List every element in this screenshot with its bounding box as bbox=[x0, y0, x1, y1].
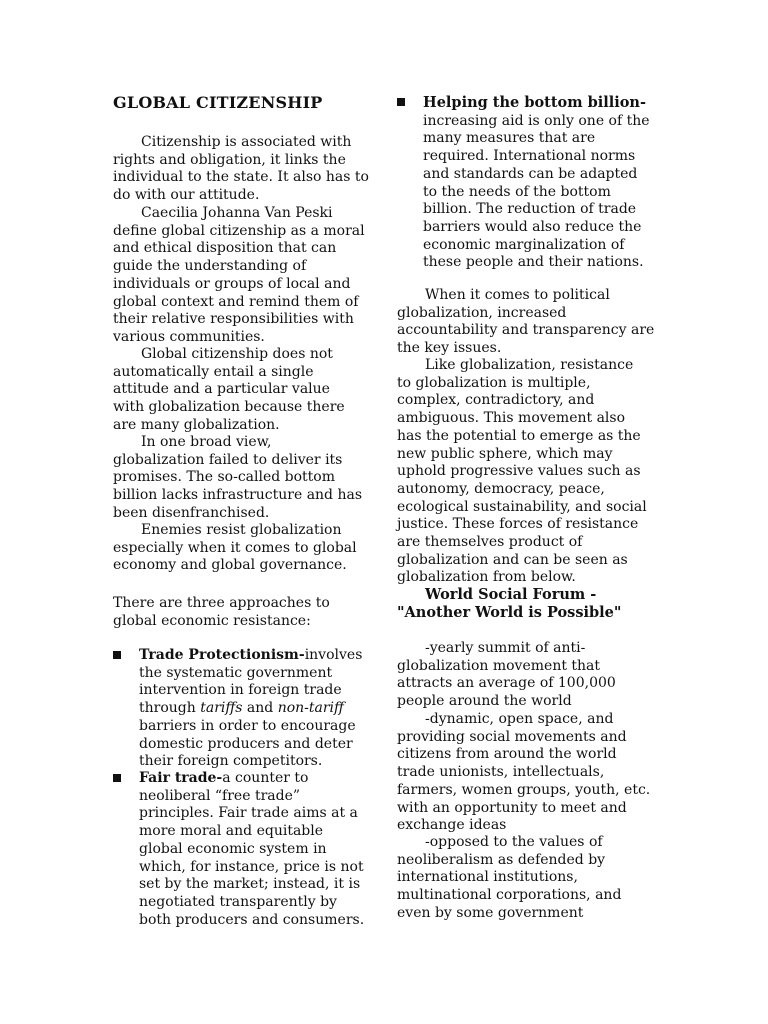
bullet-trade-protectionism bbox=[113, 647, 371, 770]
paragraph-enemies: Enemies resist globalization especially when it comes to global economy and global governance. bbox=[113, 522, 357, 574]
square-bullet-icon bbox=[113, 651, 121, 659]
bullet-bottom-billion bbox=[397, 94, 655, 274]
bullet-text bbox=[423, 94, 655, 272]
paragraph-van-peski: Caecilia Johanna Van Peski define global citizenship as a moral and ethical disposition that can guide the understanding of individuals or groups of local and global context and remind them of their relative responsibilities with various communities. bbox=[113, 205, 365, 345]
square-bullet-icon bbox=[397, 98, 405, 106]
bullet-fair-trade bbox=[113, 770, 371, 930]
paragraph-political-globalization: When it comes to political globalization, increased accountability and transparency are the key issues. bbox=[397, 287, 655, 357]
bullet-term: Trade Protectionism- bbox=[139, 647, 305, 663]
bullet-body-and: and bbox=[242, 700, 278, 717]
square-bullet-icon bbox=[113, 774, 121, 782]
bullet-body: a counter to neoliberal “free trade” principles. Fair trade aims at a more moral and equitable global economic system in which, for instance, price is not set by the market; instead, it is negotiated transparently by both producers and consumers. bbox=[139, 770, 365, 928]
paragraph-resistance: Like globalization, resistance to globalization is multiple, complex, contradictory, and ambiguous. This movement also has the potential to emerge as the new public sphere, which may uphold progressive values such as autonomy, democracy, peace, ecological sustainability, and social justice. These forces of resistance are themselves product of globalization and can be seen as globalization from below. bbox=[397, 357, 647, 586]
paragraph-global-citizenship: Global citizenship does not automatically entail a single attitude and a particular value with globalization because there are many globalization. bbox=[113, 346, 345, 433]
bullet-body: involves the systematic government intervention in foreign trade through bbox=[139, 647, 363, 717]
subhead-line-2: "Another World is Possible" bbox=[397, 603, 622, 621]
subhead-line-1: World Social Forum - bbox=[425, 586, 597, 603]
paragraph-broad-view: In one broad view, globalization failed to deliver its promises. The so-called bottom billion lacks infrastructure and has been disenfranchised. bbox=[113, 434, 363, 521]
wsf-point-open-space: -dynamic, open space, and providing social movements and citizens from around the world trade unionists, intellectuals, farmers, women groups, youth, etc. with an opportunity to meet and exchange ideas bbox=[397, 711, 651, 834]
emphasis-non-tariff: non-tariff bbox=[277, 700, 344, 717]
bullet-text bbox=[139, 647, 371, 771]
document-title: GLOBAL CITIZENSHIP bbox=[113, 93, 323, 112]
wsf-point-yearly-summit: -yearly summit of anti-globalization movement that attracts an average of 100,000 people around the world bbox=[397, 640, 616, 710]
paragraph-three-approaches: There are three approaches to global economic resistance: bbox=[113, 595, 330, 629]
wsf-point-opposed: -opposed to the values of neoliberalism as defended by international institutions, multinational corporations, and even by some government bbox=[397, 834, 622, 921]
bullet-text bbox=[139, 770, 371, 929]
emphasis-tariffs: tariffs bbox=[200, 700, 243, 717]
bullet-term: Helping the bottom billion- bbox=[423, 94, 646, 111]
bullet-term: Fair trade- bbox=[139, 770, 223, 786]
bullet-body-end: barriers in order to encourage domestic producers and deter their foreign competitors. bbox=[139, 717, 356, 770]
paragraph-citizenship: Citizenship is associated with rights and obligation, it links the individual to the state. It also has to do with our attitude. bbox=[113, 134, 369, 204]
bullet-body: increasing aid is only one of the many measures that are required. International norms and standards can be adapted to the needs of the bottom billion. The reduction of trade barriers would also reduce the economic marginalization of these people and their nations. bbox=[423, 112, 650, 271]
world-social-forum-heading bbox=[397, 586, 657, 621]
